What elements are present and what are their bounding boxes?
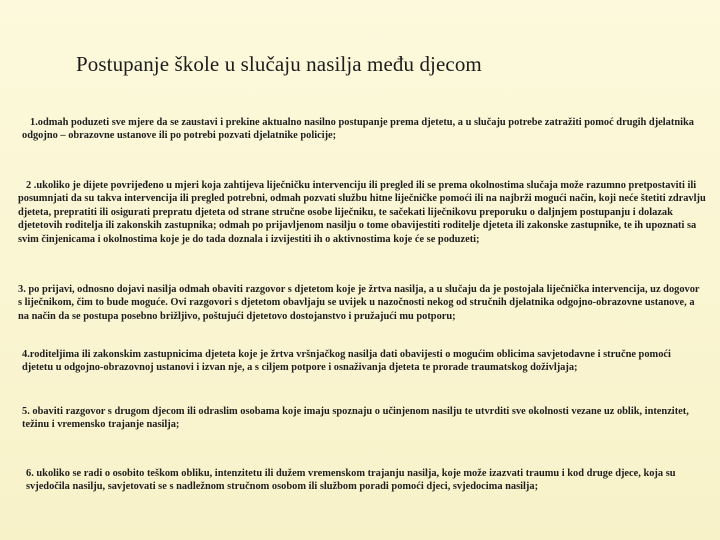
paragraph-1: 1.odmah poduzeti sve mjere da se zaustavi i prekine aktualno nasilno postupanje prema djetetu, a u slučaju potrebe zatražiti pomoć drugih djelatnika odgojno – obrazovne ustanove ili po potrebi pozvati djelatnike policije; [22,117,694,142]
paragraph-2: 2 .ukoliko je dijete povrijeđeno u mjeri koja zahtijeva liječničku intervenciju ili pregled ili se prema okolnostima slučaja može razumno pretpostaviti ili posumnjati da su takva intervencija ili pregled potrebni, odmah pozvati službu hitne liječničke pomoći ili na najbrži mogući način, koji neće štetiti zdravlju djeteta, prepratiti ili osigurati prepratu djeteta od strane stručne osobe liječniku, te sačekati liječnikovu preporuku o daljnjem postupanju i dolazak djetetovih roditelja ili zakonskih zastupnika; odmah po prijavljenom nasilju o tome obavijestiti roditelje djeteta ili zakonske zastupnike, te ih upoznati sa svim činjenicama i okolnostima koje je do tada doznala i izvijestiti ih o aktivnostima koje će se poduzeti; [18,180,706,245]
paragraph-6: 6. ukoliko se radi o osobito teškom obliku, intenzitetu ili dužem vremenskom trajanju nasilja, koje može izazvati traumu i kod druge djece, koja su svjedočila nasilju, savjetovati se s nadležnom stručnom osobom ili službom poradi pomoći djeci, svjedocima nasilja; [26,468,676,493]
slide-title: Postupanje škole u slučaju nasilja među djecom [76,52,482,76]
paragraph-3: 3. po prijavi, odnosno dojavi nasilja odmah obaviti razgovor s djetetom koje je žrtva nasilja, a u slučaju da je postojala liječnička intervencija, uz dogovor s liječnikom, čim to bude moguće. Ovi razgovori s djetetom obavljaju se uvijek u nazočnosti nekog od stručnih djelatnika odgojno-obrazovne ustanove, a na način da se postupa posebno brižljivo, poštujući djetetovo dostojanstvo i pružajući mu potporu; [18,284,700,322]
paragraph-4: 4.roditeljima ili zakonskim zastupnicima djeteta koje je žrtva vršnjačkog nasilja dati obavijesti o mogućim oblicima savjetodavne i stručne pomoći djetetu u odgojno-obrazovnoj ustanovi i izvan nje, a s ciljem potpore i osnaživanja djeteta te prorade traumatskog doživljaja; [22,349,671,374]
paragraph-5: 5. obaviti razgovor s drugom djecom ili odraslim osobama koje imaju spoznaju o učinjenom nasilju te utvrditi sve okolnosti vezane uz oblik, intenzitet, težinu i vremensko trajanje nasilja; [22,406,689,431]
